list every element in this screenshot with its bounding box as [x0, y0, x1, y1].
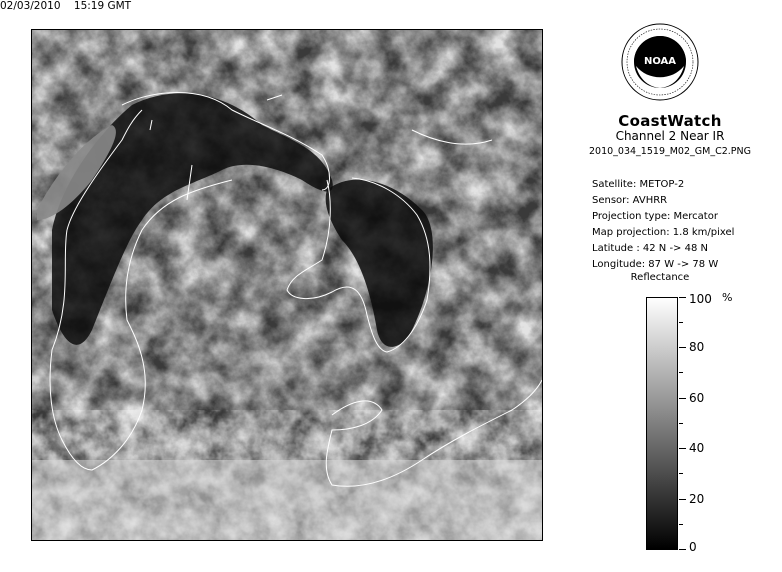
reflectance-colorbar [646, 297, 678, 550]
colorbar-ticks [679, 292, 739, 554]
tick-minor [679, 473, 683, 474]
filename: 2010_034_1519_M02_GM_C2.PNG [589, 146, 751, 157]
satellite-image [31, 29, 543, 541]
tick-label-20: 20 [689, 492, 705, 506]
tick-label-40: 40 [689, 441, 705, 455]
tick-label-0: 0 [689, 540, 697, 554]
channel-subtitle: Channel 2 Near IR [615, 129, 725, 143]
tick-0 [679, 549, 686, 550]
reflectance-title: Reflectance [630, 272, 690, 283]
tick-20 [679, 499, 686, 500]
date: 02/03/2010 [0, 0, 61, 12]
tick-60 [679, 398, 686, 399]
app-title: CoastWatch [618, 112, 722, 130]
map-projection-label: Map projection: 1.8 km/pixel [592, 227, 735, 238]
tick-100 [679, 297, 686, 298]
tick-80 [679, 347, 686, 348]
logo-text: NOAA [643, 56, 677, 67]
tick-40 [679, 448, 686, 449]
tick-minor [679, 423, 683, 424]
bottom-haze [32, 460, 542, 540]
longitude-label: Longitude: 87 W -> 78 W [592, 259, 719, 270]
scale-unit: % [722, 291, 733, 304]
tick-minor [679, 322, 683, 323]
date-time [0, 0, 782, 12]
tick-minor [679, 524, 683, 525]
time: 15:19 GMT [73, 0, 132, 12]
latitude-label: Latitude : 42 N -> 48 N [592, 243, 708, 254]
tick-label-60: 60 [689, 391, 705, 405]
tick-minor [679, 372, 683, 373]
tick-label-100: 100 [689, 292, 712, 306]
projection-type-label: Projection type: Mercator [592, 211, 718, 222]
sensor-label: Sensor: AVHRR [592, 195, 668, 206]
satellite-label: Satellite: METOP-2 [592, 179, 685, 190]
great-lakes-map [32, 30, 542, 540]
tick-label-80: 80 [689, 340, 705, 354]
noaa-logo [620, 19, 700, 105]
